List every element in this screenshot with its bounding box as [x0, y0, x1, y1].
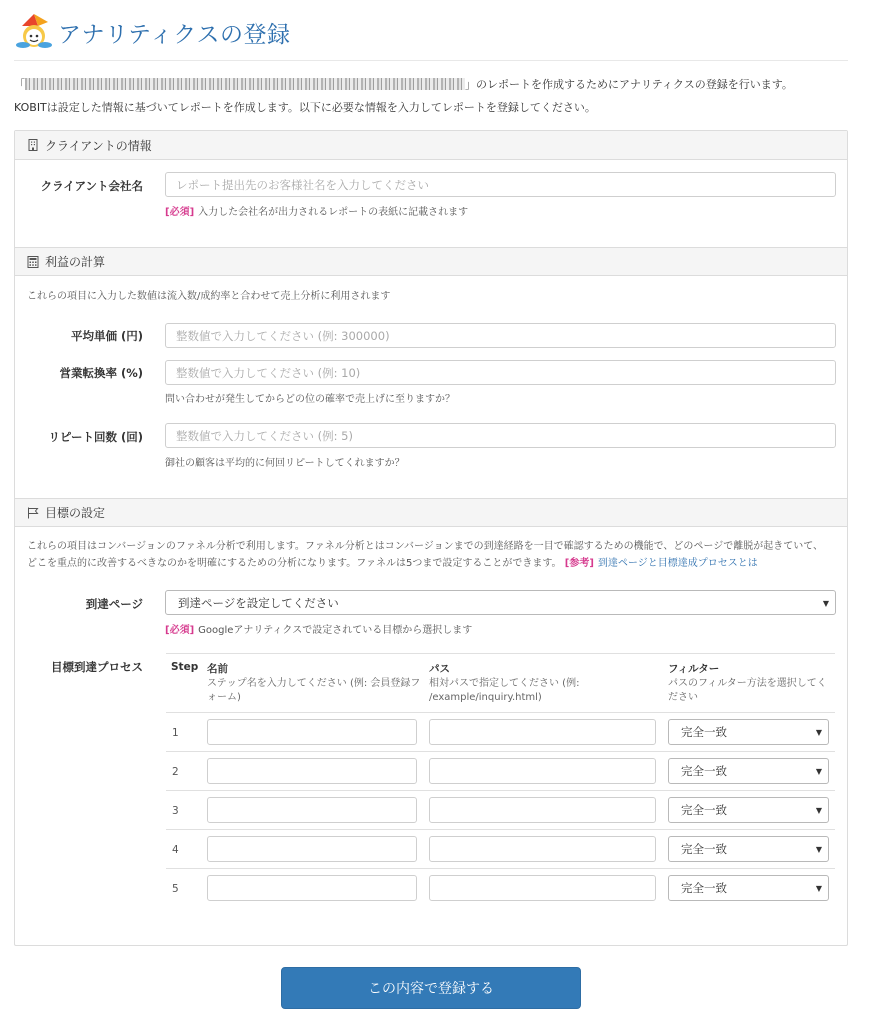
repeat-count-help: 御社の顧客は平均的に何回リピートしてくれますか？ — [165, 458, 405, 469]
table-row-divider — [166, 790, 835, 791]
calculator-icon — [27, 256, 39, 268]
step-filter-value: 完全一致 — [681, 803, 727, 817]
reference-tag: [参考] — [564, 558, 594, 569]
step-filter-select[interactable] — [668, 836, 829, 862]
step-filter-select[interactable] — [668, 797, 829, 823]
step-filter-select[interactable] — [668, 719, 829, 745]
repeat-count-label: リピート回数 (回) — [48, 430, 143, 444]
required-tag: [必須] — [165, 625, 195, 636]
section-goal-title: 目標の設定 — [45, 506, 106, 520]
section-profit-header — [15, 247, 847, 276]
section-client-header — [15, 131, 847, 160]
table-row-divider — [166, 829, 835, 830]
step-number: 5 — [172, 883, 179, 895]
caret-down-icon: ▼ — [815, 845, 822, 854]
table-row-divider — [166, 751, 835, 752]
company-label: クライアント会社名 — [40, 179, 143, 193]
registration-panel — [14, 130, 848, 946]
required-tag: [必須] — [165, 207, 195, 218]
step-name-input[interactable] — [207, 719, 417, 745]
column-path: パス — [429, 663, 450, 675]
caret-down-icon: ▼ — [815, 884, 822, 893]
goal-description — [27, 538, 837, 572]
intro-line-2: KOBITは設定した情報に基づいてレポートを作成します。以下に必要な情報を入力してレポートを登録してください。 — [14, 101, 596, 114]
conversion-rate-label: 営業転換率 (%) — [59, 366, 143, 380]
column-filter-hint: パスのフィルター方法を選択してください — [668, 678, 827, 703]
target-page-label: 到達ページ — [85, 597, 143, 611]
step-name-input[interactable] — [207, 875, 417, 901]
table-row-divider — [166, 868, 835, 869]
caret-down-icon: ▼ — [815, 728, 822, 737]
unit-price-label: 平均単価 (円) — [70, 329, 143, 343]
conversion-rate-input[interactable] — [165, 360, 836, 385]
step-name-input[interactable] — [207, 836, 417, 862]
section-goal-header — [15, 498, 847, 527]
intro-line-1 — [14, 76, 793, 92]
step-number: 3 — [172, 805, 179, 817]
page-header — [14, 10, 290, 54]
column-name-hint: ステップ名を入力してください (例: 会員登録フォーム) — [207, 678, 421, 703]
step-path-input[interactable] — [429, 758, 656, 784]
flag-icon — [27, 507, 39, 519]
target-page-help — [165, 621, 472, 636]
building-icon — [27, 139, 39, 151]
goal-description-line-1: これらの項目はコンバージョンのファネル分析で利用します。ファネル分析とはコンバージョンまでの到達経路を一目で確認するための機能で、どのページで離脱が起きていて、 — [27, 541, 823, 552]
step-filter-value: 完全一致 — [681, 881, 727, 895]
step-filter-value: 完全一致 — [681, 764, 727, 778]
step-path-input[interactable] — [429, 836, 656, 862]
step-path-input[interactable] — [429, 719, 656, 745]
page-title: アナリティクスの登録 — [58, 21, 291, 48]
target-page-selected: 到達ページを設定してください — [178, 595, 339, 610]
step-path-input[interactable] — [429, 797, 656, 823]
column-name: 名前 — [207, 663, 228, 675]
step-filter-select[interactable] — [668, 875, 829, 901]
unit-price-input[interactable] — [165, 323, 836, 348]
step-path-input[interactable] — [429, 875, 656, 901]
step-number: 4 — [172, 844, 179, 856]
conversion-rate-help: 問い合わせが発生してからどの位の確率で売上げに至りますか？ — [165, 394, 455, 405]
column-path-hint: 相対パスで指定してください (例: /example/inquiry.html) — [429, 678, 580, 703]
company-input[interactable] — [165, 172, 836, 197]
steps-table-top-border — [166, 653, 835, 654]
company-help-text: 入力した会社名が出力されるレポートの表紙に記載されます — [198, 207, 469, 218]
submit-button[interactable]: この内容で登録する — [281, 967, 581, 1009]
step-number: 2 — [172, 766, 179, 778]
logo-icon — [14, 12, 54, 52]
step-name-input[interactable] — [207, 797, 417, 823]
reference-link[interactable]: 到達ページと目標達成プロセスとは — [597, 558, 758, 569]
section-profit-title: 利益の計算 — [45, 255, 106, 269]
caret-down-icon: ▼ — [815, 806, 822, 815]
column-step: Step — [171, 661, 199, 673]
target-page-help-text: Googleアナリティクスで設定されている目標から選択します — [198, 625, 473, 636]
header-divider — [14, 60, 848, 61]
step-name-input[interactable] — [207, 758, 417, 784]
step-filter-select[interactable] — [668, 758, 829, 784]
caret-down-icon: ▼ — [815, 767, 822, 776]
goal-description-line-2 — [27, 555, 837, 572]
column-filter: フィルター — [668, 663, 720, 675]
step-filter-value: 完全一致 — [681, 842, 727, 856]
repeat-count-input[interactable] — [165, 423, 836, 448]
redacted-site-name — [25, 78, 465, 90]
target-page-select[interactable] — [165, 590, 836, 615]
caret-down-icon: ▼ — [822, 599, 829, 608]
intro-open-quote: 「 — [14, 78, 25, 91]
intro-line-1-text: 」のレポートを作成するためにアナリティクスの登録を行います。 — [465, 78, 793, 91]
table-row-divider — [166, 712, 835, 713]
goal-process-label: 目標到達プロセス — [51, 660, 143, 674]
step-number: 1 — [172, 727, 179, 739]
company-help — [165, 203, 468, 218]
profit-description: これらの項目に入力した数値は流入数/成約率と合わせて売上分析に利用されます — [27, 291, 391, 302]
section-client-title: クライアントの情報 — [45, 138, 152, 153]
goal-description-line-2-text: どこを重点的に改善するべきなのかを明確にするための分析になります。ファネルは5つまで設定することができます。 — [27, 558, 562, 569]
step-filter-value: 完全一致 — [681, 725, 727, 739]
